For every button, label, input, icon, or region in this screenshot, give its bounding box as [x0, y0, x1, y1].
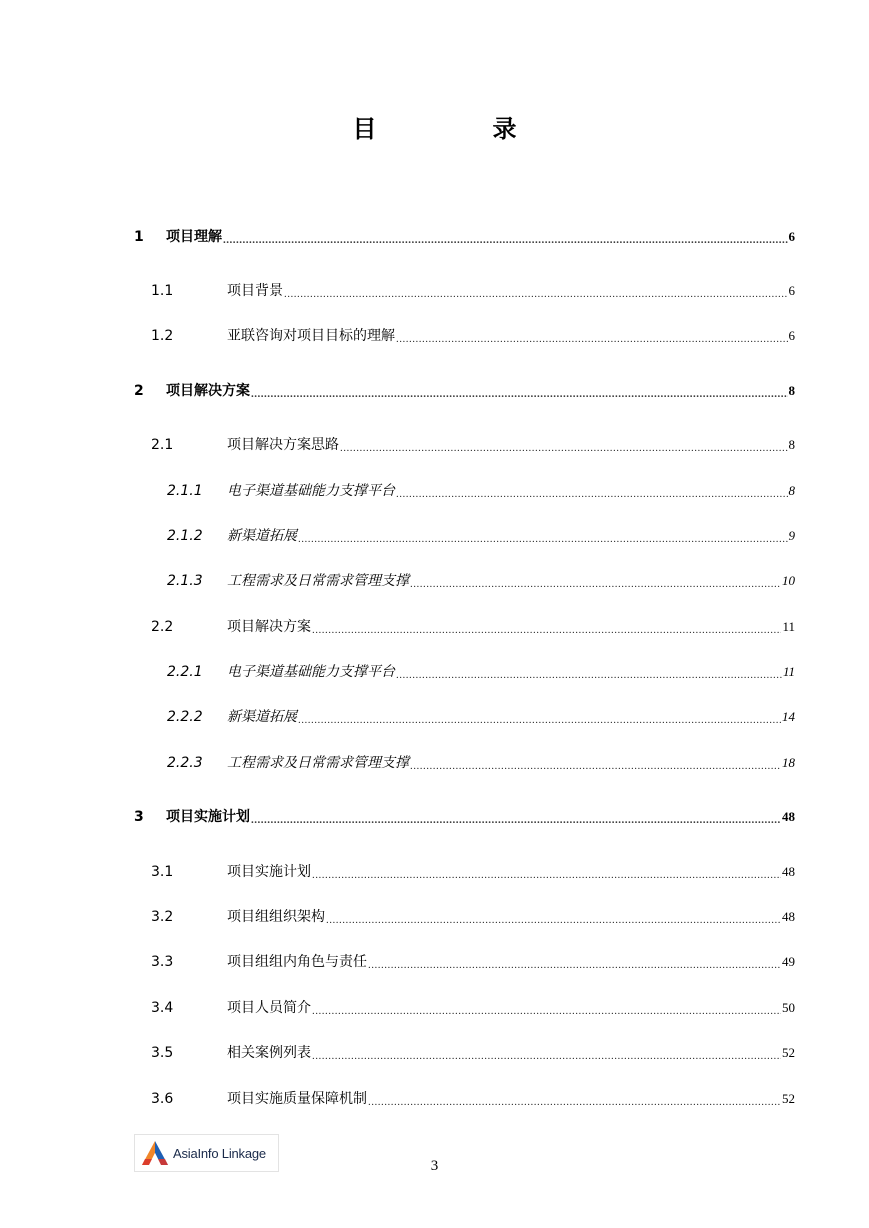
toc-entry-line: [227, 905, 795, 929]
toc-entry[interactable]: [0, 225, 869, 249]
toc-entry-title: 项目解决方案: [166, 383, 250, 399]
toc-entry-line: [227, 1041, 795, 1065]
toc-entry[interactable]: [0, 569, 869, 593]
toc-entry[interactable]: [0, 324, 869, 348]
toc-entry-title: 电子渠道基础能力支撑平台: [227, 483, 395, 499]
toc-entry-number: 1: [134, 229, 144, 245]
toc-entry-title: 新渠道拓展: [227, 528, 297, 544]
toc-entry-title: 项目实施质量保障机制: [227, 1091, 367, 1107]
toc-entry-line: [227, 1087, 795, 1111]
toc-entry[interactable]: [0, 479, 869, 503]
toc-entry-title: 工程需求及日常需求管理支撑: [227, 573, 409, 589]
toc-entry-title: 项目实施计划: [166, 809, 250, 825]
toc-entry-number: 3.1: [151, 864, 174, 880]
logo-text: AsiaInfo Linkage: [173, 1145, 266, 1161]
toc-entry-title: 项目理解: [166, 229, 222, 245]
toc-entry-line: [227, 705, 795, 729]
toc-entry-page: 9: [788, 528, 795, 543]
toc-entry-page: 8: [788, 383, 795, 398]
toc-entry[interactable]: [0, 805, 869, 829]
toc-entry[interactable]: [0, 615, 869, 639]
toc-dot-leader: [251, 811, 781, 829]
toc-dot-leader: [340, 439, 788, 457]
toc-entry-page: 52: [782, 1091, 795, 1106]
toc-entry-number: 3.2: [151, 909, 174, 925]
toc-dot-leader: [298, 530, 788, 548]
toc-dot-leader: [312, 1047, 781, 1065]
toc-entry-line: [227, 324, 795, 348]
toc-entry-page: 6: [788, 328, 795, 343]
toc-entry-title: 亚联咨询对项目目标的理解: [227, 328, 395, 344]
toc-entry[interactable]: [0, 1041, 869, 1065]
toc-entry-number: 3.5: [151, 1045, 174, 1061]
toc-entry-title: 项目实施计划: [227, 864, 311, 880]
toc-dot-leader: [410, 757, 781, 775]
toc-entry-number: 2.1.2: [167, 528, 203, 544]
toc-entry-line: [227, 660, 795, 684]
toc-entry-number: 1.1: [151, 283, 174, 299]
toc-entry-page: 49: [782, 954, 795, 969]
toc-entry-line: [227, 751, 795, 775]
toc-entry-title: 工程需求及日常需求管理支撑: [227, 755, 409, 771]
toc-entry-number: 1.2: [151, 328, 174, 344]
toc-dot-leader: [396, 330, 788, 348]
toc-entry[interactable]: [0, 379, 869, 403]
toc-entry-line: [227, 279, 795, 303]
toc-entry-line: [227, 615, 795, 639]
toc-entry-title: 项目组组织架构: [227, 909, 325, 925]
toc-entry-title: 相关案例列表: [227, 1045, 311, 1061]
toc-entry[interactable]: [0, 433, 869, 457]
toc-dot-leader: [312, 866, 781, 884]
toc-entry-title: 项目背景: [227, 283, 283, 299]
toc-dot-leader: [284, 285, 788, 303]
toc-entry-line: [166, 225, 795, 249]
toc-entry-page: 11: [782, 664, 795, 679]
toc-entry-number: 2.2.1: [167, 664, 203, 680]
toc-dot-leader: [312, 621, 781, 639]
toc-entry-line: [227, 569, 795, 593]
toc-entry-number: 3.6: [151, 1091, 174, 1107]
toc-entry-page: 8: [788, 483, 795, 498]
toc-entry-title: 项目解决方案思路: [227, 437, 339, 453]
toc-entry[interactable]: [0, 751, 869, 775]
toc-entry-number: 2.2: [151, 619, 174, 635]
toc-entry[interactable]: [0, 860, 869, 884]
toc-dot-leader: [298, 711, 781, 729]
toc-dot-leader: [251, 385, 788, 403]
toc-entry[interactable]: [0, 279, 869, 303]
page-number: 3: [430, 1158, 439, 1174]
toc-dot-leader: [312, 1002, 781, 1020]
toc-entry-number: 2.2.3: [167, 755, 203, 771]
toc-entry-number: 2.1.1: [167, 483, 203, 499]
toc-entry-title: 新渠道拓展: [227, 709, 297, 725]
toc-entry[interactable]: [0, 524, 869, 548]
toc-dot-leader: [326, 911, 781, 929]
toc-entry[interactable]: [0, 905, 869, 929]
toc-entry-page: 14: [782, 709, 795, 724]
toc-entry-page: 11: [782, 619, 795, 634]
toc-entry[interactable]: [0, 1087, 869, 1111]
toc-entry-number: 2: [134, 383, 144, 399]
toc-entry-number: 2.1.3: [167, 573, 203, 589]
toc-entry-title: 项目组组内角色与责任: [227, 954, 367, 970]
toc-entry-page: 18: [782, 755, 795, 770]
toc-entry-title: 项目解决方案: [227, 619, 311, 635]
toc-dot-leader: [396, 485, 788, 503]
toc-entry-page: 48: [782, 909, 795, 924]
toc-entry-line: [227, 860, 795, 884]
toc-entry-line: [227, 479, 795, 503]
toc-entry-line: [166, 805, 795, 829]
toc-dot-leader: [410, 575, 781, 593]
toc-entry-page: 6: [788, 229, 795, 244]
toc-entry-page: 8: [788, 437, 795, 452]
toc-dot-leader: [368, 956, 781, 974]
toc-entry-page: 48: [782, 864, 795, 879]
toc-dot-leader: [396, 666, 782, 684]
toc-dot-leader: [223, 231, 788, 249]
page-title: 目 录: [352, 115, 563, 143]
toc-entry-line: [227, 433, 795, 457]
toc-entry-page: 48: [782, 809, 795, 824]
toc-entry-page: 10: [782, 573, 795, 588]
toc-entry-line: [166, 379, 795, 403]
toc-entry-title: 电子渠道基础能力支撑平台: [227, 664, 395, 680]
toc-entry-line: [227, 950, 795, 974]
toc-entry-line: [227, 996, 795, 1020]
toc-entry[interactable]: [0, 705, 869, 729]
toc-entry-title: 项目人员简介: [227, 1000, 311, 1016]
toc-dot-leader: [368, 1093, 781, 1111]
toc-entry[interactable]: [0, 996, 869, 1020]
toc-entry-page: 50: [782, 1000, 795, 1015]
toc-entry[interactable]: [0, 950, 869, 974]
toc-entry[interactable]: [0, 660, 869, 684]
toc-entry-number: 3.4: [151, 1000, 174, 1016]
toc-entry-number: 3: [134, 809, 144, 825]
toc-entry-page: 6: [788, 283, 795, 298]
toc-entry-page: 52: [782, 1045, 795, 1060]
toc-entry-line: [227, 524, 795, 548]
toc-entry-number: 2.1: [151, 437, 174, 453]
toc-entry-number: 2.2.2: [167, 709, 203, 725]
toc-entry-number: 3.3: [151, 954, 174, 970]
